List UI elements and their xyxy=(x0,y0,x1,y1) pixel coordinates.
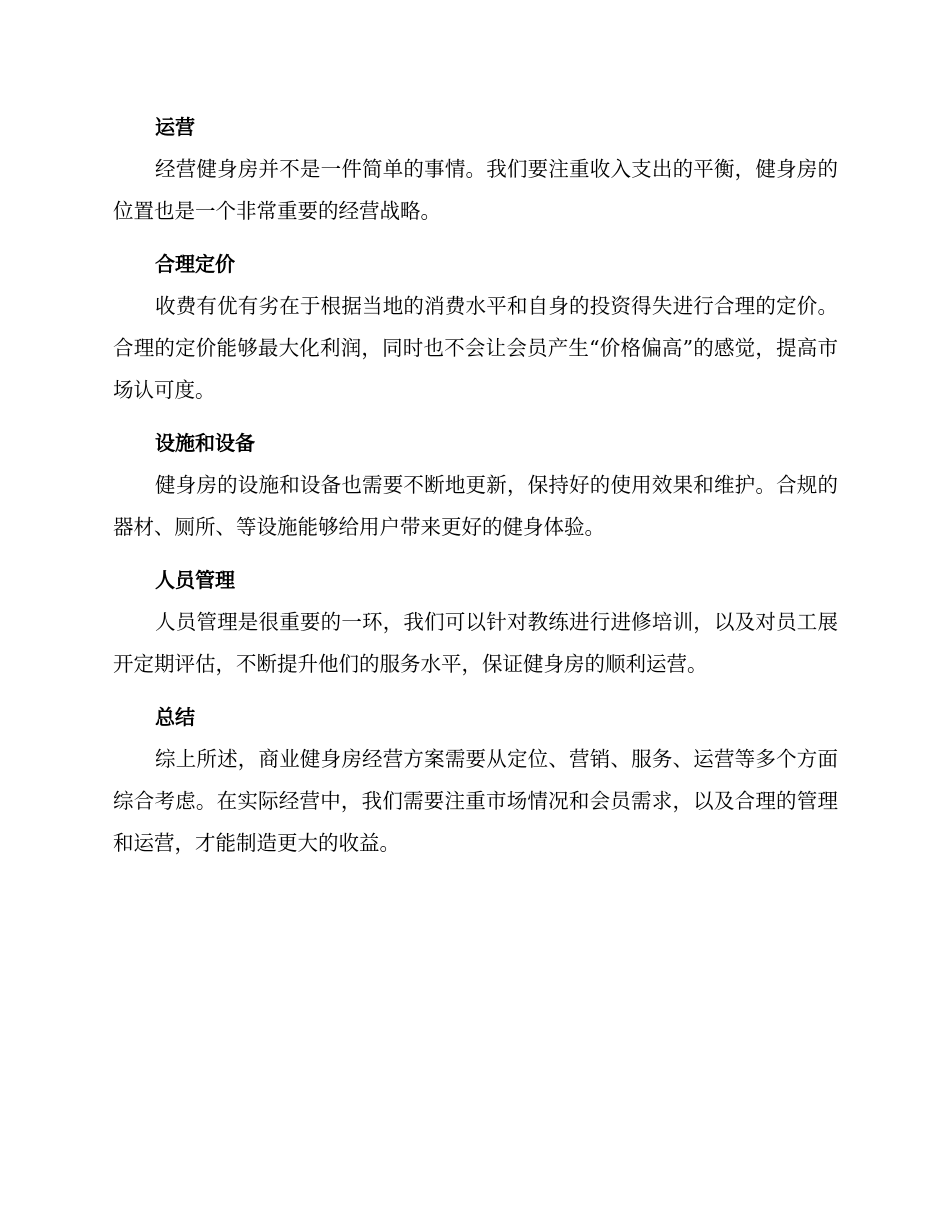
section-paragraph: 经营健身房并不是一件简单的事情。我们要注重收入支出的平衡，健身房的位置也是一个非常重要的经营战略。 xyxy=(113,157,838,223)
section-operations xyxy=(113,106,838,232)
section-paragraph: 综上所述，商业健身房经营方案需要从定位、营销、服务、运营等多个方面综合考虑。在实际经营中，我们需要注重市场情况和会员需求，以及合理的管理和运营，才能制造更大的收益。 xyxy=(113,747,838,855)
section-facilities xyxy=(113,422,838,548)
section-heading: 合理定价 xyxy=(155,252,235,276)
section-heading: 设施和设备 xyxy=(155,431,255,455)
section-heading: 人员管理 xyxy=(155,568,235,592)
section-summary xyxy=(113,696,838,864)
document-content xyxy=(113,106,838,875)
section-heading: 总结 xyxy=(155,705,195,729)
section-paragraph: 人员管理是很重要的一环，我们可以针对教练进行进修培训，以及对员工展开定期评估，不断提升他们的服务水平，保证健身房的顺利运营。 xyxy=(113,610,838,676)
section-paragraph: 健身房的设施和设备也需要不断地更新，保持好的使用效果和维护。合规的器材、厕所、等设施能够给用户带来更好的健身体验。 xyxy=(113,473,838,539)
section-paragraph: 收费有优有劣在于根据当地的消费水平和自身的投资得失进行合理的定价。合理的定价能够最大化利润，同时也不会让会员产生“价格偏高”的感觉，提高市场认可度。 xyxy=(113,294,838,402)
section-staff-management xyxy=(113,559,838,685)
section-heading: 运营 xyxy=(155,115,195,139)
section-pricing xyxy=(113,243,838,411)
